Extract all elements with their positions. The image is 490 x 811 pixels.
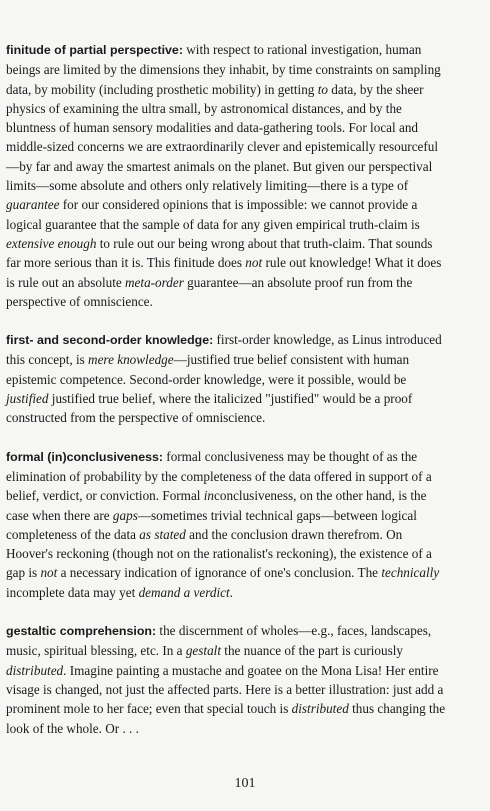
definition-italic: gestalt [185,643,221,659]
definition-text: and the conclusion drawn therefrom. On Hoover's reckoning (though not on the rationalist's reckoning), the existence of a gap is [6,526,432,581]
glossary-entry-formal-conclusiveness [6,447,450,602]
definition-italic: meta-order [125,274,184,290]
definition-text: formal conclusiveness may be thought of as the elimination of probability by the completeness of the data offered in support of a belief, verdict, or conviction. Formal [6,448,432,504]
definition-italic: justified [6,391,49,407]
definition-text: justified true belief, where the italicized "justified" would be a proof constructed from the perspective of omniscience. [6,391,413,426]
glossary-entry-gestaltic [6,621,450,738]
glossary-entry-knowledge-orders [6,330,450,427]
term-heading: finitude of partial perspective: [6,43,183,57]
definition-text: data, by the sheer physics of examining the ultra small, by astronomical distances, and by the bluntness of human sensory modalities and data-gathering tools. For local and middle-sized concerns we are extraordinarily clever and epistemically resourceful—by far and away the smartest animals on the planet. But given our perspectival limits—some absolute and others only relatively limiting—there is a type of [6,81,439,194]
definition-italic: distributed [291,701,349,717]
definition-text: first-order knowledge, as Linus introduced this concept, is [6,332,442,368]
definition-text: the nuance of the part is curiously [221,643,404,659]
definition-text: the discernment of wholes—e.g., faces, landscapes, music, spiritual blessing, etc. In a [6,623,432,659]
definition-italic: gaps [112,507,138,523]
definition-text: conclusiveness, on the other hand, is the case when there are [6,488,427,523]
definition-italic: technically [381,565,440,581]
definition-italic: not [40,565,58,581]
definition-text: with respect to rational investigation, human beings are limited by the dimensions they inhabit, by time constraints on sampling data, by mobility (including prosthetic mobility) in getting [6,42,441,97]
definition-text: —sometimes trivial technical gaps—between logical completeness of the data [6,507,417,542]
definition-italic: as stated [139,526,186,542]
definition-italic: in [203,488,215,504]
definition-text: for our considered opinions that is impossible: we cannot provide a logical guarantee that the sample of data for any given empirical truth-claim is [6,197,420,232]
definition-italic: not [245,255,263,271]
definition-text: . [229,584,233,600]
definition-text: a necessary indication of ignorance of one's conclusion. The [57,565,382,581]
definition-italic: mere knowledge [88,352,174,368]
glossary-entry-finitude [6,40,450,311]
page-number: 101 [234,776,256,791]
definition-italic: distributed [6,662,64,678]
definition-italic: extensive enough [6,235,97,251]
definition-text: to rule out our being wrong about that truth-claim. That sounds far more serious than it is. This finitude does [6,235,433,271]
definition-text: guarantee—an absolute proof run from the perspective of omniscience. [6,274,413,309]
definition-text: incomplete data may yet [6,584,139,600]
term-heading: formal (in)conclusiveness: [6,449,163,464]
definition-text: rule out knowledge! What it does is rule out an absolute [6,255,442,290]
definition-text: thus changing the look of the whole. Or . . . [6,701,446,736]
term-heading: first- and second-order knowledge: [6,333,214,348]
definition-italic: demand a verdict [138,584,230,600]
term-heading: gestaltic comprehension: [6,624,157,639]
definition-text: . Imagine painting a mustache and goatee on the Mona Lisa! Her entire visage is changed, not just the affected parts. Here is a better illustration: just add a prominent mole to her face; even that special touch is [6,662,444,717]
definition-italic: to [317,81,328,97]
definition-text: —justified true belief consistent with human epistemic competence. Second-order knowledge, were it possible, would be [6,352,410,387]
definition-italic: guarantee [6,197,60,213]
